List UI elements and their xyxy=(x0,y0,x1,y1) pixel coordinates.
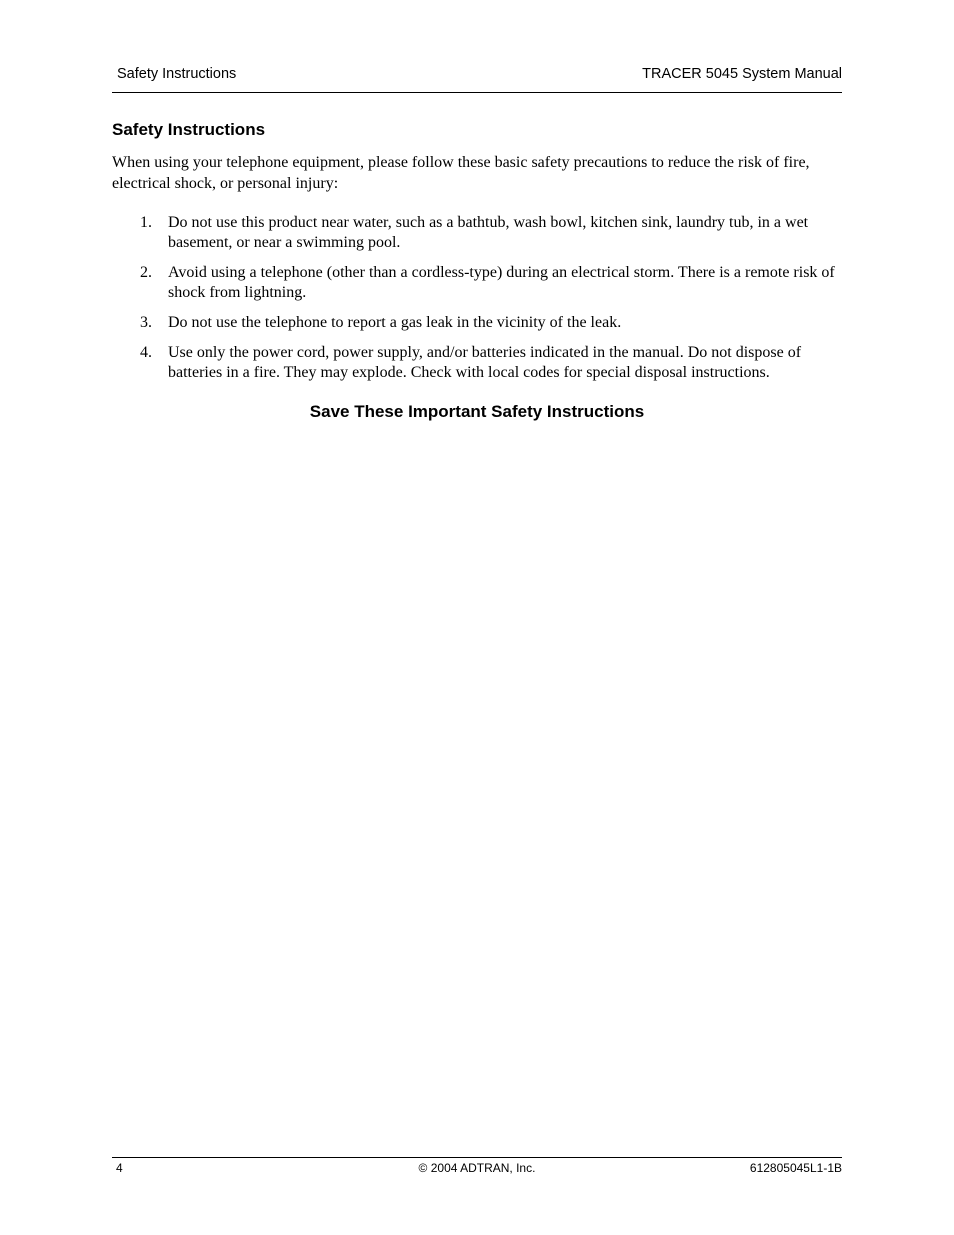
header-section-name: Safety Instructions xyxy=(117,66,237,82)
list-item-number: 2. xyxy=(140,264,152,281)
intro-paragraph: When using your telephone equipment, please follow these basic safety precautions to reduce the risk of fire, electrical shock, or personal injury: xyxy=(112,154,810,192)
list-item-text: Do not use the telephone to report a gas leak in the vicinity of the leak. xyxy=(168,314,622,331)
list-item xyxy=(112,263,842,303)
list-item-number: 1. xyxy=(140,214,152,231)
list-item xyxy=(112,343,842,383)
safety-list xyxy=(112,213,842,393)
list-item-text: Use only the power cord, power supply, and/or batteries indicated in the manual. Do not dispose of batteries in a fire. They may explode. Check with local codes for special disposal instructions. xyxy=(168,344,802,381)
list-item xyxy=(112,213,842,253)
list-item xyxy=(112,313,842,333)
list-item-text: Do not use this product near water, such as a bathtub, wash bowl, kitchen sink, laundry tub, in a wet basement, or near a swimming pool. xyxy=(168,214,809,251)
closing-statement: Save These Important Safety Instructions xyxy=(309,402,645,421)
footer-doc-number: 612805045L1-1B xyxy=(749,1161,842,1175)
list-item-number: 3. xyxy=(140,314,152,331)
page-footer xyxy=(112,1157,842,1178)
list-item-number: 4. xyxy=(140,344,152,361)
list-item-text: Avoid using a telephone (other than a cordless-type) during an electrical storm. There is a remote risk of shock from lightning. xyxy=(168,264,835,301)
page-number: 4 xyxy=(116,1161,123,1175)
footer-copyright: © 2004 ADTRAN, Inc. xyxy=(418,1161,536,1175)
page-header xyxy=(112,64,842,93)
section-title: Safety Instructions xyxy=(112,120,266,139)
header-manual-title: TRACER 5045 System Manual xyxy=(642,66,842,82)
